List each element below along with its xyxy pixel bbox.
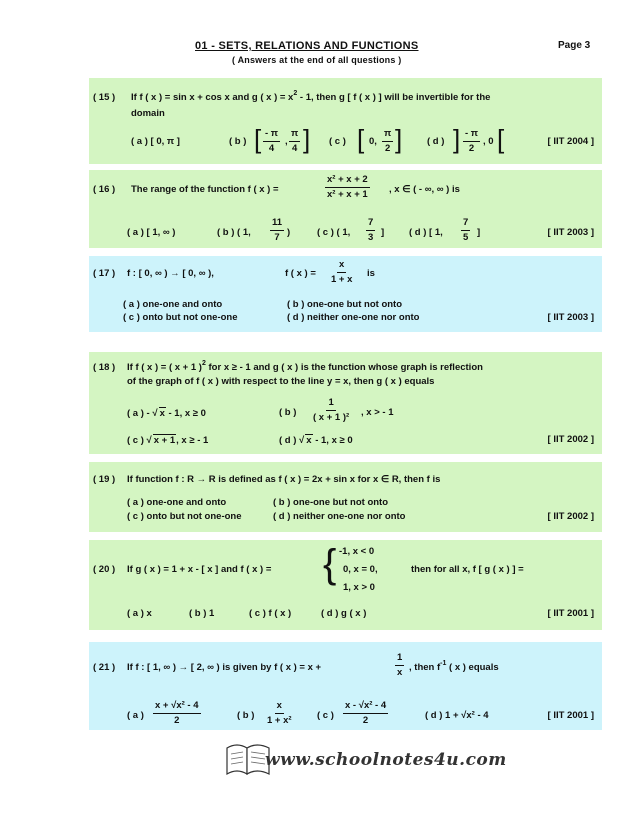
option-d-pre: ( d ) [ 1, [409,227,443,238]
option-d-post: ] [477,227,481,238]
exam-reference: [ IIT 2004 ] [547,136,594,147]
bracket-left: ] [453,124,461,154]
exam-reference: [ IIT 2003 ] [547,312,594,323]
option-b-frac: $\frac{x}{\text{1 + x²}}$ [267,700,292,726]
option-c-frac: $\frac{\pi}{2}$ [384,128,392,154]
question-stem-post: , then $f^{-1}$ ( x ) equals [409,660,499,673]
question-stem: If g ( x ) = 1 + x - [ x ] and f ( x ) = [127,564,272,575]
option-c: ( c ) onto but not one-one [123,312,238,323]
option-c-pre: 0, [369,136,377,147]
question-number: ( 21 ) [93,662,116,673]
option-b-post: , x > - 1 [361,407,394,418]
question-stem: If function f : R → R is defined as f ( x ) = 2x + sin x for x ∈ R, then f is [127,474,441,485]
option-b: ( b ) one-one but not onto [287,299,403,310]
option-b-frac: $\frac{11}{7}$ [272,217,283,243]
option-b-post: ) [287,227,291,238]
option-a-frac: $\frac{\text{x + √x² - 4}}{2}$ [155,700,199,726]
question-stem: If f ( x ) = sin x + cos x and g ( x ) = $x^2 - 1$, then g [ f ( x ) ] will be invertible for the [131,90,491,103]
option-c: ( c ) f ( x ) [249,608,292,619]
page-subtitle: ( Answers at the end of all questions ) [232,55,402,65]
question-number: ( 16 ) [93,184,116,195]
question-20 [89,540,602,630]
option-b-frac: $\frac{1}{\text{( x + 1 )²}}$ [313,397,350,423]
question-15 [89,78,602,164]
option-d: ( d ) neither one-one nor onto [273,511,406,522]
option-b-frac2: $\frac{\pi}{4}$ [291,128,299,154]
option-d-frac: $\frac{- \pi}{2}$ [465,128,479,154]
bracket-left: [ [254,124,262,154]
bracket-left: [ [357,124,365,154]
option-a-label: ( a ) [127,710,144,721]
option-b-label: ( b ) [279,407,297,418]
option-b-label: ( b ) [229,136,247,147]
option-b: ( b ) one-one but not onto [273,497,389,508]
option-d-label: ( d ) [427,136,445,147]
question-number: ( 18 ) [93,362,116,373]
exam-reference: [ IIT 2003 ] [547,227,594,238]
option-c-frac: $\frac{\text{x - √x² - 4}}{2}$ [345,700,387,726]
option-c-post: ] [381,227,385,238]
piecewise-case-1: -1, x < 0 [339,546,375,557]
question-number: ( 19 ) [93,474,116,485]
option-d-post: , 0 [483,136,494,147]
exam-reference: [ IIT 2002 ] [547,511,594,522]
question-stem-post: is [367,268,375,279]
option-b-label: ( b ) [237,710,255,721]
page-number: Page 3 [558,40,591,51]
piecewise-brace: { [323,542,337,586]
page-title: 01 - SETS, RELATIONS AND FUNCTIONS [195,40,419,52]
option-b-pre: ( b ) ( 1, [217,227,251,238]
function-fraction: $\frac{x}{1 + x}$ [331,259,353,285]
question-stem: If f : [ 1, ∞ ) → [ 2, ∞ ) is given by f ( x ) = x + [127,662,322,673]
option-a: ( a ) [ 0, π ] [131,136,180,147]
option-b: ( b ) 1 [189,608,215,619]
option-d: ( d ) √ x - 1, x ≥ 0 [279,435,353,446]
question-18 [89,352,602,454]
question-17 [89,256,602,332]
option-d: ( d ) neither one-one nor onto [287,312,420,323]
option-c: ( c ) onto but not one-one [127,511,242,522]
question-19 [89,462,602,532]
question-stem-line2: of the graph of f ( x ) with respect to the line y = x, then g ( x ) equals [127,376,435,387]
range-fraction: $\frac{\text{x² + x + 2}}{\text{x² + x + 1}}$ [327,174,368,200]
question-number: ( 15 ) [93,92,116,103]
exam-reference: [ IIT 2002 ] [547,434,594,445]
bracket-right: ] [395,124,403,154]
piecewise-case-2: 0, x = 0, [343,564,378,575]
option-a: ( a ) [ 1, ∞ ) [127,227,176,238]
option-a: ( a ) one-one and onto [123,299,223,310]
piecewise-case-3: 1, x > 0 [343,582,375,593]
question-stem: f : [ 0, ∞ ) → [ 0, ∞ ), [127,268,214,279]
option-c-pre: ( c ) ( 1, [317,227,351,238]
exam-reference: [ IIT 2001 ] [547,608,594,619]
option-a: ( a ) x [127,608,152,619]
exam-reference: [ IIT 2001 ] [547,710,594,721]
question-16 [89,170,602,248]
bracket-left: [ [497,124,505,154]
option-c: ( c ) √ x + 1, x ≥ - 1 [127,435,209,446]
option-c-label: ( c ) [317,710,334,721]
option-d-frac: $\frac{7}{5}$ [463,217,469,243]
option-c-label: ( c ) [329,136,346,147]
site-url: www.schoolnotes4u.com [265,750,507,770]
option-d: ( d ) 1 + √x² - 4 [425,710,489,721]
question-21 [89,642,602,730]
question-stem: The range of the function f ( x ) = [131,184,279,195]
question-stem-post: , x ∈ ( - ∞, ∞ ) is [389,184,460,195]
stem-fraction: $\frac{1}{x}$ [397,652,403,678]
site-logo [225,740,625,778]
question-number: ( 20 ) [93,564,116,575]
option-c-frac: $\frac{7}{3}$ [368,217,374,243]
bracket-right: ] [303,124,311,154]
comma: , [285,136,288,147]
question-stem-line2: domain [131,108,165,119]
question-stem: If f ( x ) = ( x + 1 )$^2$ for x ≥ - 1 and g ( x ) is the function whose graph is reflection [127,360,483,373]
question-number: ( 17 ) [93,268,116,279]
option-a: ( a ) one-one and onto [127,497,227,508]
option-d: ( d ) g ( x ) [321,608,367,619]
question-stem-post: then for all x, f [ g ( x ) ] = [411,564,524,575]
option-a: ( a ) - √ x - 1, x ≥ 0 [127,408,206,419]
option-b-frac1: $\frac{- \pi}{4}$ [265,128,279,154]
function-label: f ( x ) = [285,268,316,279]
